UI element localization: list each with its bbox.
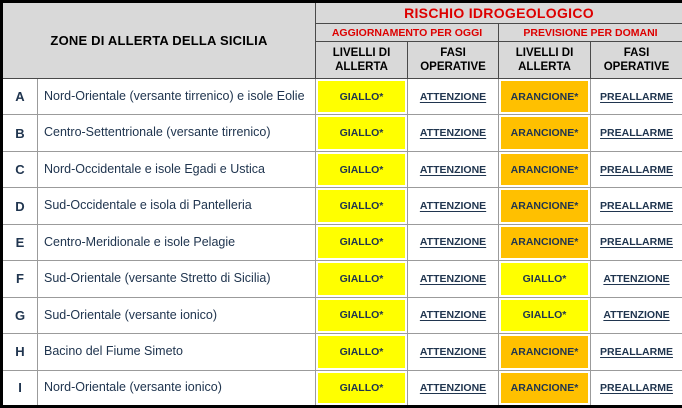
today-operational-phase-cell — [408, 188, 499, 224]
today-alert-level-cell — [316, 188, 408, 224]
today-alert-level-cell — [316, 334, 408, 370]
today-operational-phase-value: ATTENZIONE — [419, 163, 487, 176]
today-alert-level-value: GIALLO* — [318, 373, 405, 404]
table-row — [2, 297, 682, 333]
today-alert-level-cell — [316, 370, 408, 407]
zone-letter: H — [2, 334, 38, 370]
tomorrow-operational-phase-cell — [591, 188, 682, 224]
table-row — [2, 115, 682, 151]
tomorrow-group-header: PREVISIONE PER DOMANI — [499, 24, 682, 42]
tomorrow-operational-phase-value: PREALLARME — [600, 236, 673, 249]
today-alert-level-value: GIALLO* — [318, 227, 405, 258]
today-operational-phase-cell — [408, 224, 499, 260]
today-operational-phase-cell — [408, 115, 499, 151]
tomorrow-operational-phase-cell — [591, 370, 682, 407]
zone-name: Sud-Occidentale e isola di Pantelleria — [38, 188, 316, 224]
tomorrow-alert-level-value: ARANCIONE* — [501, 117, 588, 148]
zone-letter: D — [2, 188, 38, 224]
today-alert-level-value: GIALLO* — [318, 190, 405, 221]
zone-letter: I — [2, 370, 38, 407]
today-operational-phase-value: ATTENZIONE — [419, 272, 487, 285]
tomorrow-operational-phase-value: PREALLARME — [600, 127, 673, 140]
risk-title: RISCHIO IDROGEOLOGICO — [316, 2, 682, 24]
today-alert-level-value: GIALLO* — [318, 154, 405, 185]
tomorrow-alert-level-value: GIALLO* — [501, 263, 588, 294]
tomorrow-alert-level-cell — [499, 370, 591, 407]
zone-name: Nord-Orientale (versante tirrenico) e isole Eolie — [38, 79, 316, 115]
tomorrow-alert-level-value: ARANCIONE* — [501, 227, 588, 258]
zone-name: Sud-Orientale (versante Stretto di Sicilia) — [38, 261, 316, 297]
zone-letter: E — [2, 224, 38, 260]
tomorrow-operational-phase-value: PREALLARME — [600, 163, 673, 176]
tomorrow-alert-level-cell — [499, 188, 591, 224]
tomorrow-alert-level-cell — [499, 224, 591, 260]
table-body — [2, 79, 682, 407]
today-operational-phase-cell — [408, 370, 499, 407]
today-alert-level-value: GIALLO* — [318, 300, 405, 331]
today-operational-phase-cell — [408, 79, 499, 115]
tomorrow-operational-phase-cell — [591, 334, 682, 370]
today-operational-phase-column-header: FASI OPERATIVE — [408, 42, 499, 79]
tomorrow-operational-phase-value: PREALLARME — [600, 200, 673, 213]
tomorrow-operational-phase-value: PREALLARME — [600, 90, 673, 103]
today-alert-level-column-header: LIVELLI DI ALLERTA — [316, 42, 408, 79]
today-alert-level-value: GIALLO* — [318, 117, 405, 148]
zone-letter: A — [2, 79, 38, 115]
tomorrow-alert-level-value: ARANCIONE* — [501, 190, 588, 221]
today-alert-level-value: GIALLO* — [318, 336, 405, 367]
zone-name: Bacino del Fiume Simeto — [38, 334, 316, 370]
tomorrow-alert-level-value: GIALLO* — [501, 300, 588, 331]
today-alert-level-cell — [316, 297, 408, 333]
zone-letter: G — [2, 297, 38, 333]
today-operational-phase-cell — [408, 334, 499, 370]
zone-name: Centro-Settentrionale (versante tirrenico) — [38, 115, 316, 151]
tomorrow-operational-phase-cell — [591, 224, 682, 260]
tomorrow-operational-phase-cell — [591, 297, 682, 333]
today-operational-phase-value: ATTENZIONE — [419, 200, 487, 213]
tomorrow-operational-phase-cell — [591, 261, 682, 297]
tomorrow-operational-phase-value: PREALLARME — [600, 381, 673, 394]
tomorrow-alert-level-cell — [499, 79, 591, 115]
tomorrow-alert-level-cell — [499, 297, 591, 333]
zone-letter: B — [2, 115, 38, 151]
today-alert-level-cell — [316, 224, 408, 260]
zone-letter: F — [2, 261, 38, 297]
table-row — [2, 224, 682, 260]
table-row — [2, 261, 682, 297]
today-group-header: AGGIORNAMENTO PER OGGI — [316, 24, 499, 42]
today-operational-phase-cell — [408, 261, 499, 297]
tomorrow-operational-phase-cell — [591, 151, 682, 187]
today-alert-level-cell — [316, 79, 408, 115]
today-alert-level-cell — [316, 261, 408, 297]
tomorrow-operational-phase-column-header: FASI OPERATIVE — [591, 42, 682, 79]
zone-name: Nord-Occidentale e isole Egadi e Ustica — [38, 151, 316, 187]
tomorrow-alert-level-cell — [499, 334, 591, 370]
table-row — [2, 188, 682, 224]
tomorrow-operational-phase-value: ATTENZIONE — [603, 309, 670, 322]
today-alert-level-cell — [316, 151, 408, 187]
zone-name: Centro-Meridionale e isole Pelagie — [38, 224, 316, 260]
tomorrow-alert-level-cell — [499, 261, 591, 297]
today-operational-phase-cell — [408, 297, 499, 333]
today-operational-phase-value: ATTENZIONE — [419, 381, 487, 394]
tomorrow-alert-level-value: ARANCIONE* — [501, 81, 588, 112]
table-row — [2, 334, 682, 370]
today-operational-phase-value: ATTENZIONE — [419, 345, 487, 358]
tomorrow-alert-level-column-header: LIVELLI DI ALLERTA — [499, 42, 591, 79]
tomorrow-operational-phase-value: PREALLARME — [600, 345, 673, 358]
tomorrow-alert-level-cell — [499, 151, 591, 187]
today-alert-level-value: GIALLO* — [318, 81, 405, 112]
today-operational-phase-value: ATTENZIONE — [419, 309, 487, 322]
today-operational-phase-value: ATTENZIONE — [419, 127, 487, 140]
today-operational-phase-value: ATTENZIONE — [419, 236, 487, 249]
tomorrow-alert-level-value: ARANCIONE* — [501, 373, 588, 404]
tomorrow-alert-level-value: ARANCIONE* — [501, 154, 588, 185]
zone-name: Nord-Orientale (versante ionico) — [38, 370, 316, 407]
today-alert-level-value: GIALLO* — [318, 263, 405, 294]
table-row — [2, 151, 682, 187]
today-alert-level-cell — [316, 115, 408, 151]
zone-name: Sud-Orientale (versante ionico) — [38, 297, 316, 333]
zones-header: ZONE DI ALLERTA DELLA SICILIA — [2, 2, 316, 79]
tomorrow-operational-phase-cell — [591, 115, 682, 151]
table-row — [2, 79, 682, 115]
tomorrow-operational-phase-cell — [591, 79, 682, 115]
zone-letter: C — [2, 151, 38, 187]
today-operational-phase-value: ATTENZIONE — [419, 90, 487, 103]
tomorrow-operational-phase-value: ATTENZIONE — [603, 272, 670, 285]
table-row — [2, 370, 682, 407]
tomorrow-alert-level-cell — [499, 115, 591, 151]
today-operational-phase-cell — [408, 151, 499, 187]
tomorrow-alert-level-value: ARANCIONE* — [501, 336, 588, 367]
